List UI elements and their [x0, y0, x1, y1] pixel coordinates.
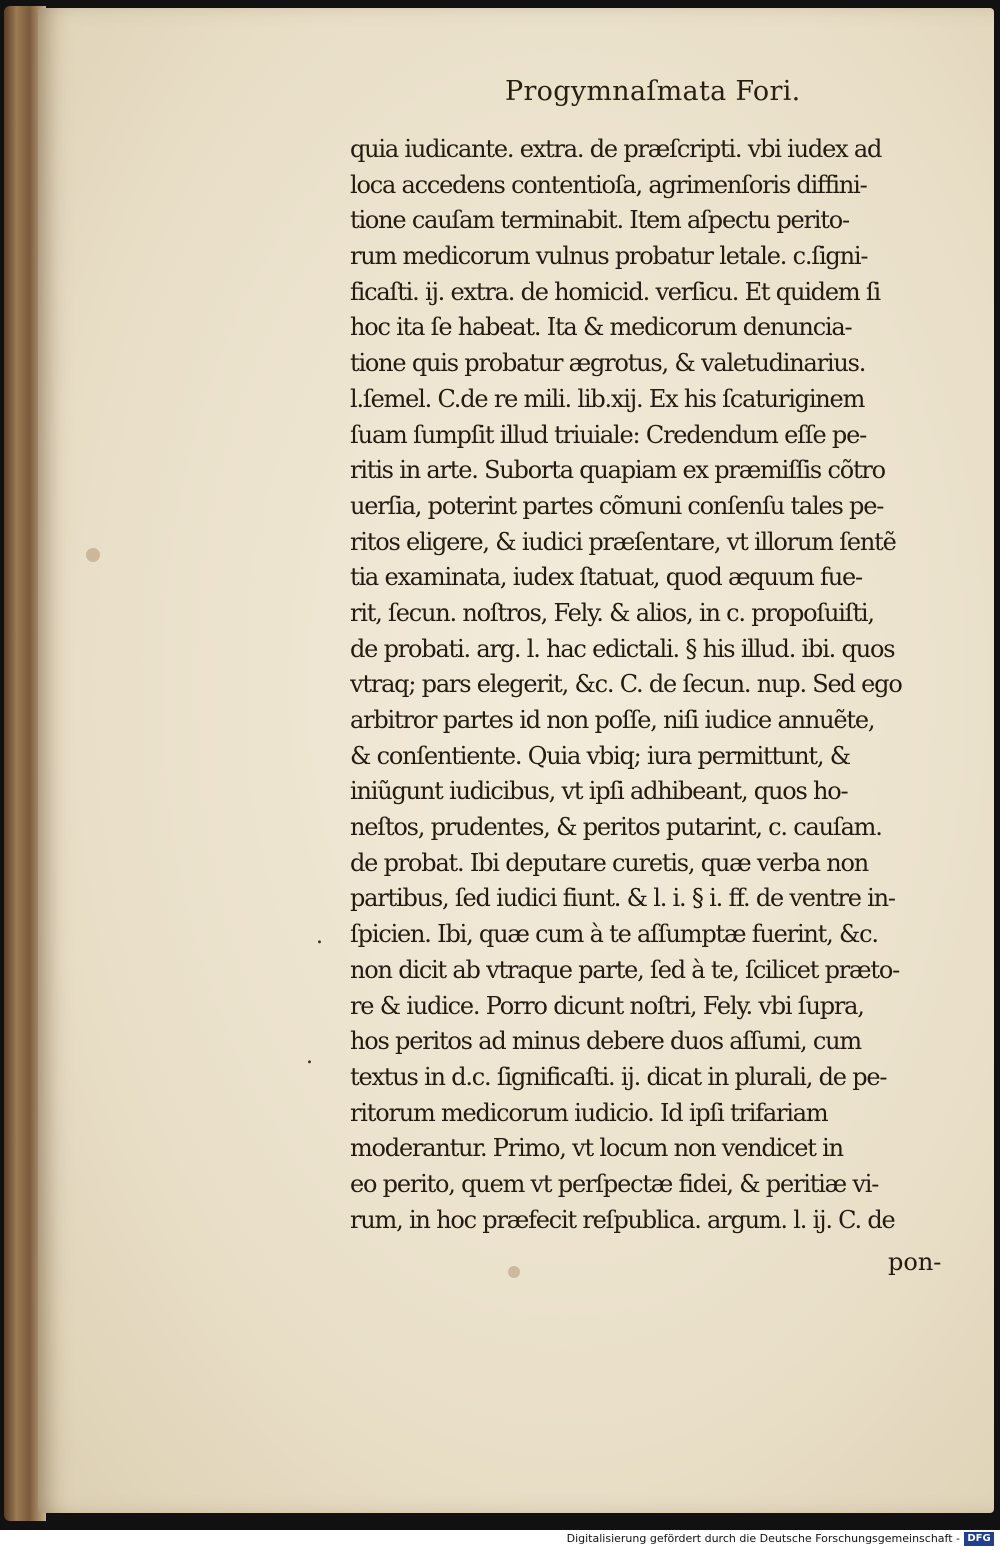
text-line: tione cauſam terminabit. Item aſpectu perito-: [350, 206, 849, 235]
text-line: loca accedens contentioſa, agrimenſoris diffini-: [350, 170, 867, 199]
text-line: de probati. arg. l. hac edictali. § his illud. ibi. quos: [350, 634, 895, 663]
text-line: l.ſemel. C.de re mili. lib.xij. Ex his ſcaturiginem: [350, 384, 865, 413]
margin-mark: .: [316, 924, 323, 949]
running-head: Progymnaſmata Fori.: [505, 76, 801, 107]
text-line: textus in d.c. ſignificaſti. ij. dicat in plurali, de pe-: [350, 1062, 887, 1091]
footer-bar: [0, 1530, 1000, 1550]
text-line: tia examinata, iudex ſtatuat, quod æquum fue-: [350, 563, 862, 592]
text-line: ſpicien. Ibi, quæ cum à te aſſumptæ fuerint, &c.: [350, 920, 878, 949]
text-line: neſtos, prudentes, & peritos putarint, c. cauſam.: [350, 813, 882, 842]
text-line: ritorum medicorum iudicio. Id ipſi trifariam: [350, 1098, 828, 1127]
text-line: hos peritos ad minus debere duos aſſumi, cum: [350, 1027, 861, 1056]
text-line: quia iudicante. extra. de præſcripti. vbi iudex ad: [350, 135, 882, 163]
text-line: re & iudice. Porro dicunt noſtri, Fely. vbi ſupra,: [350, 991, 864, 1020]
margin-mark: .: [306, 1044, 313, 1069]
text-line: hoc ita ſe habeat. Ita & medicorum denuncia-: [350, 313, 852, 342]
funding-credit: Digitalisierung gefördert durch die Deutsche Forschungsgemeinschaft -: [566, 1532, 960, 1545]
paper-stain: [86, 548, 100, 562]
text-line: uerſia, poterint partes cõmuni conſenſu tales pe-: [350, 491, 884, 520]
body-text: [350, 132, 962, 1238]
text-line: non dicit ab vtraque parte, ſed à te, ſcilicet præto-: [350, 955, 899, 984]
text-line: rit, ſecun. noſtros, Fely. & alios, in c. propoſuiſti,: [350, 598, 874, 627]
text-line: & conſentiente. Quia vbiq; iura permittunt, &: [350, 741, 850, 770]
text-line: ficaſti. ij. extra. de homicid. verſicu. Et quidem ſi: [350, 277, 880, 306]
text-line: ritos eligere, & iudici præſentare, vt illorum ſentẽ: [350, 527, 896, 556]
text-line: de probat. Ibi deputare curetis, quæ verba non: [350, 848, 869, 877]
text-line: iniũgunt iudicibus, vt ipſi adhibeant, quos ho-: [350, 777, 848, 806]
text-line: partibus, ſed iudici fiunt. & l. i. § i. ff. de ventre in-: [350, 884, 895, 913]
text-line: moderantur. Primo, vt locum non vendicet in: [350, 1134, 843, 1163]
text-line: tione quis probatur ægrotus, & valetudinarius.: [350, 349, 866, 378]
text-line: eo perito, quem vt perſpectæ fidei, & peritiæ vi-: [350, 1169, 879, 1198]
text-line: ritis in arte. Suborta quapiam ex præmiſſis cõtro: [350, 456, 885, 485]
text-line: vtraq; pars elegerit, &c. C. de ſecun. nup. Sed ego: [350, 670, 902, 699]
catchword: pon-: [888, 1248, 942, 1276]
paper-stain: [508, 1266, 520, 1278]
text-line: rum, in hoc præfecit reſpublica. argum. l. ij. C. de: [350, 1205, 895, 1234]
dfg-logo-icon: DFG: [964, 1532, 994, 1546]
text-line: rum medicorum vulnus probatur letale. c.ſigni-: [350, 242, 868, 271]
text-line: ſuam ſumpſit illud triuiale: Credendum eſſe pe-: [350, 420, 866, 449]
text-line: arbitror partes id non poſſe, niſi iudice annuẽte,: [350, 706, 875, 734]
